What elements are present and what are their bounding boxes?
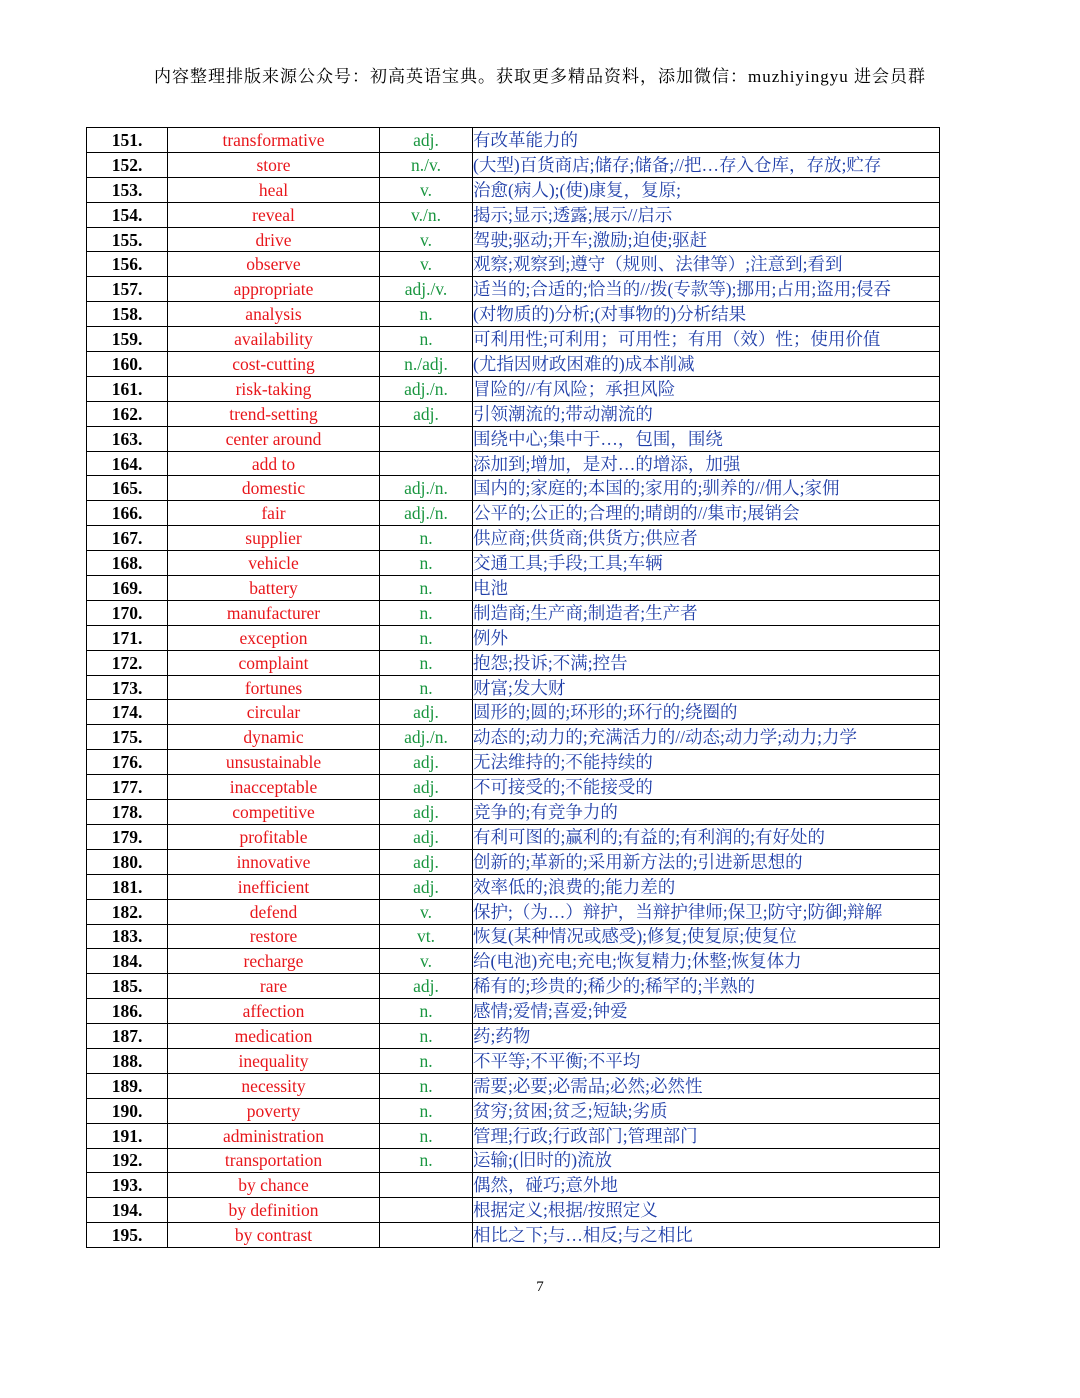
- entry-part-of-speech: n.: [380, 600, 473, 625]
- entry-meaning: 公平的;公正的;合理的;晴朗的//集市;展销会: [473, 501, 940, 526]
- entry-part-of-speech: n.: [380, 1098, 473, 1123]
- entry-word: competitive: [168, 800, 380, 825]
- entry-word: appropriate: [168, 277, 380, 302]
- entry-part-of-speech: adj./n.: [380, 725, 473, 750]
- table-row: [87, 501, 940, 526]
- entry-word: inacceptable: [168, 775, 380, 800]
- entry-part-of-speech: [380, 1223, 473, 1248]
- entry-part-of-speech: adj./n.: [380, 501, 473, 526]
- entry-number: 190.: [87, 1098, 168, 1123]
- entry-word: recharge: [168, 949, 380, 974]
- entry-number: 171.: [87, 625, 168, 650]
- table-row: [87, 775, 940, 800]
- entry-part-of-speech: adj.: [380, 401, 473, 426]
- table-row: [87, 874, 940, 899]
- entry-word: reveal: [168, 202, 380, 227]
- entry-meaning: 创新的;革新的;采用新方法的;引进新思想的: [473, 849, 940, 874]
- entry-part-of-speech: n.: [380, 1048, 473, 1073]
- entry-meaning: 财富;发大财: [473, 675, 940, 700]
- entry-number: 185.: [87, 974, 168, 999]
- page-header: 内容整理排版来源公众号：初高英语宝典。获取更多精品资料，添加微信：muzhiyingyu 进会员群: [154, 67, 926, 86]
- entry-word: vehicle: [168, 551, 380, 576]
- entry-number: 152.: [87, 152, 168, 177]
- entry-meaning: 稀有的;珍贵的;稀少的;稀罕的;半熟的: [473, 974, 940, 999]
- entry-part-of-speech: v.: [380, 899, 473, 924]
- entry-meaning: 抱怨;投诉;不满;控告: [473, 650, 940, 675]
- entry-meaning: 交通工具;手段;工具;车辆: [473, 551, 940, 576]
- entry-meaning: 偶然，碰巧;意外地: [473, 1173, 940, 1198]
- table-row: [87, 576, 940, 601]
- entry-number: 181.: [87, 874, 168, 899]
- entry-word: heal: [168, 177, 380, 202]
- entry-meaning: 动态的;动力的;充满活力的//动态;动力学;动力;力学: [473, 725, 940, 750]
- entry-word: observe: [168, 252, 380, 277]
- entry-word: dynamic: [168, 725, 380, 750]
- entry-number: 155.: [87, 227, 168, 252]
- entry-number: 176.: [87, 750, 168, 775]
- entry-part-of-speech: adj.: [380, 874, 473, 899]
- table-row: [87, 1148, 940, 1173]
- entry-number: 164.: [87, 451, 168, 476]
- table-row: [87, 327, 940, 352]
- entry-word: medication: [168, 1024, 380, 1049]
- entry-part-of-speech: n.: [380, 650, 473, 675]
- entry-word: administration: [168, 1123, 380, 1148]
- entry-meaning: 适当的;合适的;恰当的//拨(专款等);挪用;占用;盗用;侵吞: [473, 277, 940, 302]
- entry-meaning: 电池: [473, 576, 940, 601]
- entry-part-of-speech: n.: [380, 302, 473, 327]
- entry-word: transportation: [168, 1148, 380, 1173]
- entry-meaning: 围绕中心;集中于…，包围，围绕: [473, 426, 940, 451]
- entry-meaning: 有利可图的;赢利的;有益的;有利润的;有好处的: [473, 824, 940, 849]
- entry-meaning: 冒险的//有风险；承担风险: [473, 376, 940, 401]
- entry-meaning: 效率低的;浪费的;能力差的: [473, 874, 940, 899]
- entry-part-of-speech: n.: [380, 576, 473, 601]
- entry-number: 153.: [87, 177, 168, 202]
- entry-part-of-speech: v./n.: [380, 202, 473, 227]
- entry-word: complaint: [168, 650, 380, 675]
- entry-meaning: 观察;观察到;遵守（规则、法律等）;注意到;看到: [473, 252, 940, 277]
- table-row: [87, 227, 940, 252]
- entry-word: inefficient: [168, 874, 380, 899]
- entry-number: 187.: [87, 1024, 168, 1049]
- table-row: [87, 1073, 940, 1098]
- entry-meaning: (大型)百货商店;储存;储备;//把…存入仓库，存放;贮存: [473, 152, 940, 177]
- entry-meaning: 相比之下;与…相反;与之相比: [473, 1223, 940, 1248]
- entry-part-of-speech: adj.: [380, 824, 473, 849]
- entry-meaning: 贫穷;贫困;贫乏;短缺;劣质: [473, 1098, 940, 1123]
- entry-word: add to: [168, 451, 380, 476]
- entry-part-of-speech: n./v.: [380, 152, 473, 177]
- table-row: [87, 451, 940, 476]
- entry-number: 162.: [87, 401, 168, 426]
- entry-part-of-speech: v.: [380, 252, 473, 277]
- entry-number: 173.: [87, 675, 168, 700]
- entry-word: unsustainable: [168, 750, 380, 775]
- entry-part-of-speech: adj.: [380, 800, 473, 825]
- table-row: [87, 202, 940, 227]
- entry-part-of-speech: adj./n.: [380, 376, 473, 401]
- entry-number: 183.: [87, 924, 168, 949]
- entry-word: drive: [168, 227, 380, 252]
- entry-part-of-speech: [380, 1173, 473, 1198]
- entry-meaning: 药;药物: [473, 1024, 940, 1049]
- vocabulary-table: [86, 127, 940, 1248]
- entry-word: necessity: [168, 1073, 380, 1098]
- table-row: [87, 476, 940, 501]
- entry-word: circular: [168, 700, 380, 725]
- entry-meaning: 添加到;增加，是对…的增添，加强: [473, 451, 940, 476]
- entry-word: defend: [168, 899, 380, 924]
- table-row: [87, 625, 940, 650]
- entry-meaning: 根据定义;根据/按照定义: [473, 1198, 940, 1223]
- entry-number: 194.: [87, 1198, 168, 1223]
- entry-word: trend-setting: [168, 401, 380, 426]
- entry-meaning: 制造商;生产商;制造者;生产者: [473, 600, 940, 625]
- entry-number: 184.: [87, 949, 168, 974]
- entry-part-of-speech: n.: [380, 625, 473, 650]
- entry-word: battery: [168, 576, 380, 601]
- table-row: [87, 152, 940, 177]
- entry-meaning: 需要;必要;必需品;必然;必然性: [473, 1073, 940, 1098]
- table-row: [87, 1198, 940, 1223]
- entry-part-of-speech: n.: [380, 526, 473, 551]
- entry-meaning: 治愈(病人);(使)康复，复原;: [473, 177, 940, 202]
- table-row: [87, 1098, 940, 1123]
- table-row: [87, 302, 940, 327]
- entry-word: store: [168, 152, 380, 177]
- entry-word: risk-taking: [168, 376, 380, 401]
- entry-number: 177.: [87, 775, 168, 800]
- entry-word: poverty: [168, 1098, 380, 1123]
- entry-meaning: 给(电池)充电;充电;恢复精力;休整;恢复体力: [473, 949, 940, 974]
- entry-part-of-speech: v.: [380, 227, 473, 252]
- entry-word: center around: [168, 426, 380, 451]
- table-row: [87, 426, 940, 451]
- entry-meaning: 保护;（为…）辩护，当辩护律师;保卫;防守;防御;辩解: [473, 899, 940, 924]
- table-row: [87, 600, 940, 625]
- table-row: [87, 352, 940, 377]
- entry-meaning: (尤指因财政困难的)成本削减: [473, 352, 940, 377]
- entry-word: rare: [168, 974, 380, 999]
- entry-number: 168.: [87, 551, 168, 576]
- entry-number: 163.: [87, 426, 168, 451]
- entry-number: 188.: [87, 1048, 168, 1073]
- table-row: [87, 999, 940, 1024]
- entry-meaning: 无法维持的;不能持续的: [473, 750, 940, 775]
- entry-number: 192.: [87, 1148, 168, 1173]
- table-row: [87, 1223, 940, 1248]
- table-row: [87, 376, 940, 401]
- entry-number: 179.: [87, 824, 168, 849]
- entry-word: cost-cutting: [168, 352, 380, 377]
- entry-number: 159.: [87, 327, 168, 352]
- entry-meaning: 不平等;不平衡;不平均: [473, 1048, 940, 1073]
- entry-number: 175.: [87, 725, 168, 750]
- entry-part-of-speech: adj.: [380, 974, 473, 999]
- entry-word: restore: [168, 924, 380, 949]
- entry-part-of-speech: adj./n.: [380, 476, 473, 501]
- entry-number: 167.: [87, 526, 168, 551]
- table-row: [87, 924, 940, 949]
- entry-word: domestic: [168, 476, 380, 501]
- entry-meaning: 有改革能力的: [473, 128, 940, 153]
- entry-meaning: (对物质的)分析;(对事物的)分析结果: [473, 302, 940, 327]
- entry-word: fair: [168, 501, 380, 526]
- entry-number: 189.: [87, 1073, 168, 1098]
- table-row: [87, 725, 940, 750]
- entry-number: 151.: [87, 128, 168, 153]
- entry-part-of-speech: n.: [380, 675, 473, 700]
- entry-part-of-speech: [380, 1198, 473, 1223]
- entry-word: by contrast: [168, 1223, 380, 1248]
- entry-meaning: 感情;爱情;喜爱;钟爱: [473, 999, 940, 1024]
- table-row: [87, 800, 940, 825]
- entry-number: 157.: [87, 277, 168, 302]
- table-row: [87, 128, 940, 153]
- table-row: [87, 1173, 940, 1198]
- entry-meaning: 不可接受的;不能接受的: [473, 775, 940, 800]
- entry-number: 186.: [87, 999, 168, 1024]
- entry-number: 169.: [87, 576, 168, 601]
- entry-part-of-speech: [380, 451, 473, 476]
- entry-part-of-speech: adj./v.: [380, 277, 473, 302]
- table-row: [87, 700, 940, 725]
- entry-number: 166.: [87, 501, 168, 526]
- entry-meaning: 驾驶;驱动;开车;激励;迫使;驱赶: [473, 227, 940, 252]
- entry-meaning: 供应商;供货商;供货方;供应者: [473, 526, 940, 551]
- entry-number: 182.: [87, 899, 168, 924]
- entry-number: 158.: [87, 302, 168, 327]
- entry-number: 193.: [87, 1173, 168, 1198]
- entry-part-of-speech: n.: [380, 551, 473, 576]
- entry-word: profitable: [168, 824, 380, 849]
- entry-part-of-speech: v.: [380, 177, 473, 202]
- entry-word: transformative: [168, 128, 380, 153]
- entry-part-of-speech: adj.: [380, 849, 473, 874]
- entry-word: by definition: [168, 1198, 380, 1223]
- entry-number: 172.: [87, 650, 168, 675]
- table-row: [87, 824, 940, 849]
- entry-word: affection: [168, 999, 380, 1024]
- entry-meaning: 恢复(某种情况或感受);修复;使复原;使复位: [473, 924, 940, 949]
- table-row: [87, 526, 940, 551]
- table-row: [87, 974, 940, 999]
- table-row: [87, 401, 940, 426]
- entry-word: exception: [168, 625, 380, 650]
- table-row: [87, 750, 940, 775]
- entry-part-of-speech: n.: [380, 1123, 473, 1148]
- entry-part-of-speech: n.: [380, 1073, 473, 1098]
- entry-part-of-speech: n.: [380, 1148, 473, 1173]
- table-row: [87, 675, 940, 700]
- entry-part-of-speech: n.: [380, 999, 473, 1024]
- entry-number: 180.: [87, 849, 168, 874]
- entry-number: 154.: [87, 202, 168, 227]
- entry-meaning: 例外: [473, 625, 940, 650]
- table-row: [87, 849, 940, 874]
- entry-number: 170.: [87, 600, 168, 625]
- entry-meaning: 竞争的;有竞争力的: [473, 800, 940, 825]
- entry-part-of-speech: adj.: [380, 700, 473, 725]
- entry-number: 191.: [87, 1123, 168, 1148]
- table-row: [87, 551, 940, 576]
- entry-number: 161.: [87, 376, 168, 401]
- entry-number: 174.: [87, 700, 168, 725]
- entry-part-of-speech: v.: [380, 949, 473, 974]
- table-row: [87, 277, 940, 302]
- table-row: [87, 252, 940, 277]
- entry-word: availability: [168, 327, 380, 352]
- entry-meaning: 可利用性;可利用；可用性；有用（效）性；使用价值: [473, 327, 940, 352]
- entry-meaning: 运输;(旧时的)流放: [473, 1148, 940, 1173]
- vocabulary-table-body: [87, 128, 940, 1248]
- table-row: [87, 650, 940, 675]
- entry-number: 178.: [87, 800, 168, 825]
- entry-part-of-speech: vt.: [380, 924, 473, 949]
- entry-number: 156.: [87, 252, 168, 277]
- table-row: [87, 1123, 940, 1148]
- table-row: [87, 1048, 940, 1073]
- entry-word: by chance: [168, 1173, 380, 1198]
- entry-part-of-speech: n.: [380, 327, 473, 352]
- entry-meaning: 引领潮流的;带动潮流的: [473, 401, 940, 426]
- entry-meaning: 圆形的;圆的;环形的;环行的;绕圈的: [473, 700, 940, 725]
- entry-word: manufacturer: [168, 600, 380, 625]
- entry-part-of-speech: adj.: [380, 128, 473, 153]
- entry-word: inequality: [168, 1048, 380, 1073]
- entry-number: 160.: [87, 352, 168, 377]
- entry-part-of-speech: adj.: [380, 750, 473, 775]
- entry-word: analysis: [168, 302, 380, 327]
- entry-meaning: 揭示;显示;透露;展示//启示: [473, 202, 940, 227]
- entry-number: 165.: [87, 476, 168, 501]
- table-row: [87, 177, 940, 202]
- entry-number: 195.: [87, 1223, 168, 1248]
- entry-word: innovative: [168, 849, 380, 874]
- entry-meaning: 国内的;家庭的;本国的;家用的;驯养的//佣人;家佣: [473, 476, 940, 501]
- page-number: 7: [536, 1279, 544, 1295]
- entry-word: fortunes: [168, 675, 380, 700]
- entry-part-of-speech: [380, 426, 473, 451]
- entry-part-of-speech: adj.: [380, 775, 473, 800]
- table-row: [87, 1024, 940, 1049]
- table-row: [87, 899, 940, 924]
- table-row: [87, 949, 940, 974]
- entry-part-of-speech: n./adj.: [380, 352, 473, 377]
- entry-meaning: 管理;行政;行政部门;管理部门: [473, 1123, 940, 1148]
- entry-word: supplier: [168, 526, 380, 551]
- entry-part-of-speech: n.: [380, 1024, 473, 1049]
